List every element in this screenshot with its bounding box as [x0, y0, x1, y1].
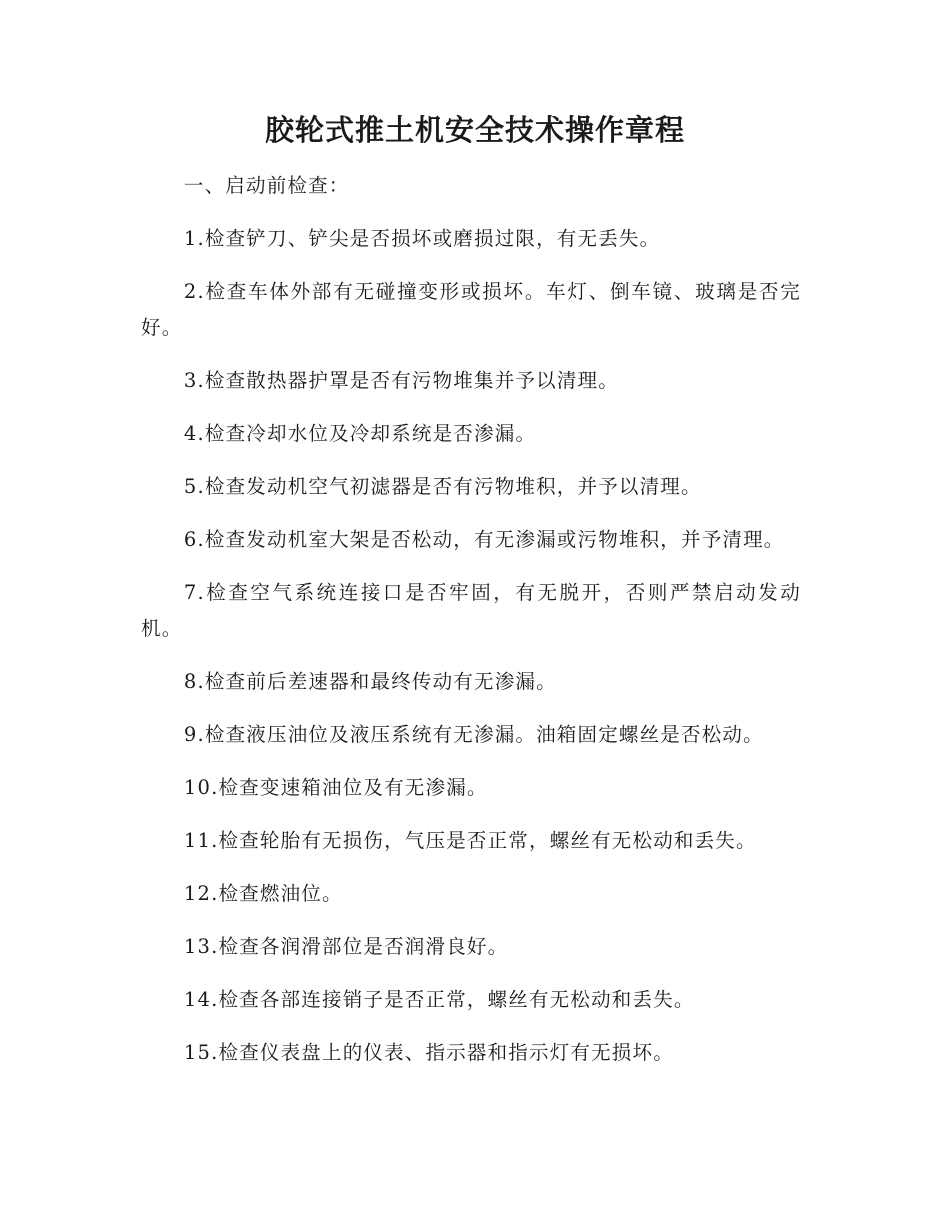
- document-title: 胶轮式推土机安全技术操作章程: [264, 113, 685, 147]
- paragraph: 12.检查燃油位。: [183, 882, 343, 905]
- paragraph: 6.检查发动机室大架是否松动，有无渗漏或污物堆积，并予清理。: [183, 528, 785, 551]
- paragraph: 1.检查铲刀、铲尖是否损坏或磨损过限，有无丢失。: [183, 227, 661, 250]
- paragraph: 8.检查前后差速器和最终传动有无渗漏。: [183, 670, 557, 693]
- paragraph: 15.检查仪表盘上的仪表、指示器和指示灯有无损坏。: [183, 1041, 674, 1064]
- paragraph: 4.检查冷却水位及冷却系统是否渗漏。: [183, 422, 537, 445]
- paragraph: 5.检查发动机空气初滤器是否有污物堆积，并予以清理。: [183, 475, 702, 498]
- paragraph: 14.检查各部连接销子是否正常，螺丝有无松动和丢失。: [183, 988, 695, 1011]
- paragraph: 9.检查液压油位及液压系统有无渗漏。油箱固定螺丝是否松动。: [183, 723, 764, 746]
- paragraph: 11.检查轮胎有无损伤，气压是否正常，螺丝有无松动和丢失。: [183, 829, 757, 852]
- document-body: [141, 168, 801, 1088]
- paragraph: 13.检查各润滑部位是否润滑良好。: [183, 935, 509, 958]
- paragraph: 3.检查散热器护罩是否有污物堆集并予以清理。: [183, 369, 619, 392]
- paragraph: 7.检查空气系统连接口是否牢固，有无脱开，否则严禁启动发动机。: [141, 581, 801, 640]
- section-heading: 一、启动前检查：: [183, 174, 350, 197]
- paragraph: 2.检查车体外部有无碰撞变形或损坏。车灯、倒车镜、玻璃是否完好。: [141, 280, 801, 339]
- paragraph: 10.检查变速箱油位及有无渗漏。: [183, 776, 488, 799]
